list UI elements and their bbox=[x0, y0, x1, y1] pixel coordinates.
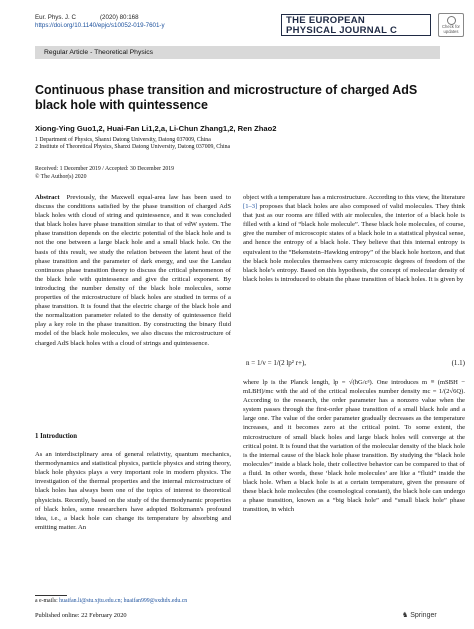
badge-line-1: Check for bbox=[442, 24, 460, 29]
journal-brand-logo bbox=[281, 14, 431, 36]
journal-ref: Eur. Phys. J. C bbox=[35, 14, 76, 21]
springer-logo bbox=[402, 611, 437, 619]
doi-link[interactable]: https://doi.org/10.1140/epjc/s10052-019-7601-y bbox=[35, 22, 165, 29]
author-list bbox=[35, 124, 276, 133]
affiliation-1: 1 Department of Physics, Shanxi Datong University, Datong 037009, China bbox=[35, 137, 211, 143]
abstract-label: Abstract bbox=[35, 194, 60, 201]
springer-horse-icon: ♞ bbox=[402, 612, 409, 619]
equation-body: n = 1/v = 1/(2 lp² r+), bbox=[246, 359, 307, 367]
right-para1-start: object with a temperature has a microstructure. According to this view, the literature bbox=[243, 194, 465, 201]
right-para2-text: where lp is the Planck length, lp = √(ħG/c³). One introduces m ≡ (mSBH − mLBH)/mc with the aid of the critical molecules number density mc = 1/(2√6Q). According to the research, the order parameter has a nonzero value when the system passes through the first-order phase transition of a small black hole and a large one. The value of the order parameter gradually decreases as the temperature increases, and it becomes zero at the critical point. To some extent, the microstructure of small black holes and large black holes will converge at the critical point. It is found that the variation of the molecular density of the black hole is the internal cause of the black hole phase transition. By studying the “black hole molecules” inside a black hole, their collective behavior can be compared to that of a fluid. In other words, these ‘black hole molecules’ are like a “fluid” inside the black hole. When a black hole is at a certain temperature, given the pressure of these black hole molecules (the cosmological constant), the black hole can undergo a phase transition, known as a “big black hole” and “small black hole” phase transition, in which bbox=[243, 379, 465, 514]
author-names: Xiong-Ying Guo1,2, Huai-Fan Li1,2,a, Li-Chun Zhang1,2, Ren Zhao2 bbox=[35, 124, 277, 133]
paper-title: Continuous phase transition and microstructure of charged AdS black hole with quintessence bbox=[35, 83, 418, 112]
abstract-block bbox=[35, 193, 231, 348]
equation-number: (1.1) bbox=[451, 359, 465, 367]
introduction-heading: 1 Introduction bbox=[35, 433, 77, 440]
published-online: Published online: 22 February 2020 bbox=[35, 612, 127, 619]
footnote-label: a e-mails: bbox=[35, 598, 58, 604]
received-dates: Received: 1 December 2019 / Accepted: 30 December 2019 bbox=[35, 166, 175, 172]
volume-ref: (2020) 80:168 bbox=[100, 14, 139, 21]
abstract-text: Previously, the Maxwell equal-area law has been used to discuss the conditions satisfied by the phase transition of charged AdS black holes with cloud of string and quintessence, and it was concluded that black holes have phase transition similar to that of vdW system. The phase transition depends on the electric potential of the black hole and is not the one between a large black hole and a small black hole. On the basis of this result, we study the relation between the latent heat of the phase transition and the parameter of dark energy, and use the Landau continuous phase transition theory to discuss the critical phenomenon of the black hole with quintessence and give the critical exponent. By introducing the number density of the black hole molecules, some properties of the microstructure of black holes are studied in terms of a phase transition. It is found that the electric charge of the black hole and the normalization parameter related to the density of quintessence field play a key role in the phase transition. By constructing the binary fluid model of the black hole molecules, we also discuss the microstructure of charged AdS black holes with a cloud of strings and quintessence. bbox=[35, 194, 232, 347]
publisher-name: Springer bbox=[410, 612, 437, 619]
article-category: Regular Article - Theoretical Physics bbox=[35, 46, 440, 59]
right-para1-rest: proposes that black holes are also composed of valid molecules. They think that just as our rooms are filled with air molecules, the interior of a black hole is filled with a kind of “black hole molecule”. These black hole molecules, of course, give the number of microscopic states of a black hole in a statistical physical sense, and hence the entropy of a black hole. They believe that this internal entropy is equivalent to the “Bekenstein–Hawking entropy” of the black hole horizon, and that the black hole molecules themselves carry microscopic degrees of freedom of the black hole’s entropy. Based on this hypothesis, the concept of molecular density of black holes is introduced to obtain the phase transition of black holes. It is given by bbox=[243, 203, 465, 283]
check-for-updates-badge[interactable] bbox=[438, 13, 464, 37]
introduction-text: As an interdisciplinary area of general relativity, quantum mechanics, thermodynamics and statistical physics, particle physics and string theory, black hole physics plays a very important role in modern physics. The investigation of the thermal properties and the internal microstructure of black holes has always been one of the topics of interest to theoretical physicists. Recently, based on the study of the thermodynamic properties of black holes, some researchers have adopted Boltzmann's profound idea, i.e., a black hole can change its temperature by absorbing and emitting matter. An bbox=[35, 451, 231, 531]
email-links[interactable]: huaifan.li@stu.xjtu.edu.cn; huaifan999@sxdtdx.edu.cn bbox=[59, 598, 188, 604]
badge-line-2: updates bbox=[443, 28, 459, 34]
copyright-line: © The Author(s) 2020 bbox=[35, 174, 87, 180]
right-column-para1 bbox=[243, 193, 465, 284]
footnote-emails bbox=[35, 598, 187, 604]
journal-header bbox=[35, 14, 165, 30]
brand-line-2: PHYSICAL JOURNAL C bbox=[286, 25, 398, 36]
footnote-rule bbox=[35, 595, 67, 596]
right-column-para2 bbox=[243, 378, 465, 514]
affiliation-2: 2 Institute of Theoretical Physics, Shanxi Datong University, Datong 037009, China bbox=[35, 144, 231, 150]
equation-1-1 bbox=[243, 355, 465, 373]
introduction-section bbox=[35, 432, 231, 532]
brand-line-1: THE EUROPEAN bbox=[286, 15, 366, 26]
citation-1-3[interactable]: [1–3] bbox=[243, 203, 258, 211]
